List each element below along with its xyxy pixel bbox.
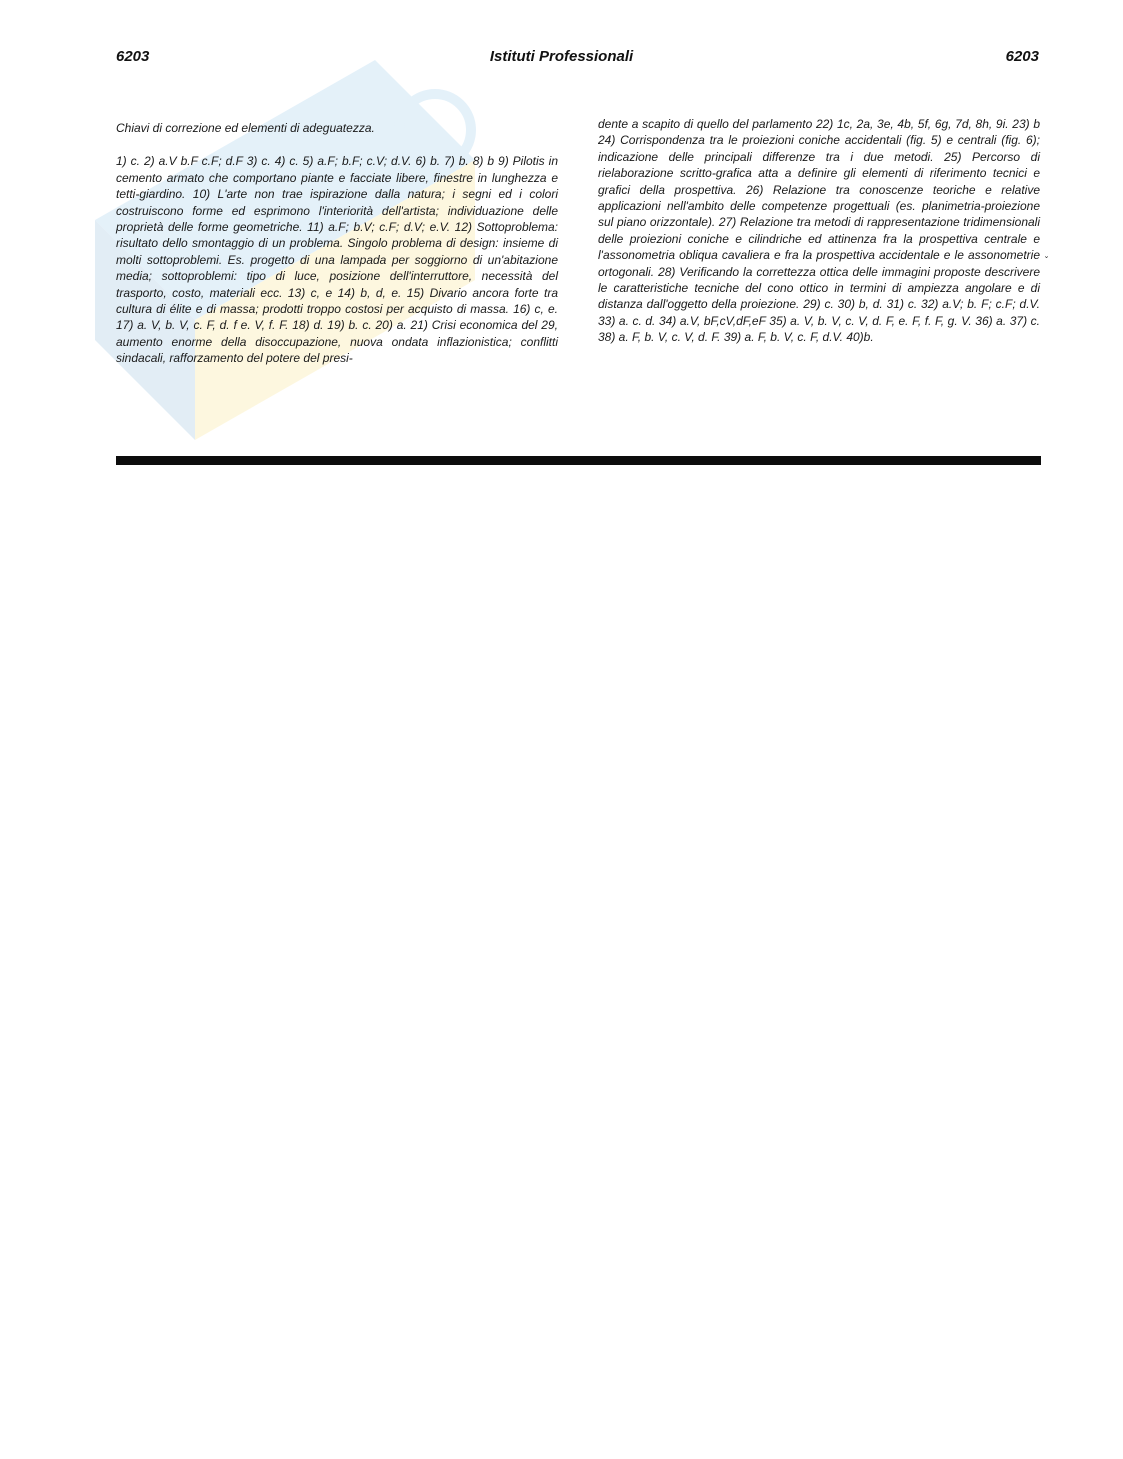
margin-mark: ˇ	[1044, 256, 1049, 267]
horizontal-rule	[116, 456, 1041, 465]
page-number-right: 6203	[1005, 48, 1039, 65]
answer-key-text-right: dente a scapito di quello del parlamento 22) 1c, 2a, 3e, 4b, 5f, 6g, 7d, 8h, 9i. 23) b 24) Corrispondenza tra le proiezioni coniche accidentali (fig. 5) e centrali (fig. 6); indicazione delle principali differenze tra i due metodi. 25) Percorso di rielaborazione scritto-grafica atta a definire gli elementi di riferimento tecnici e grafici della prospettiva. 26) Relazione tra conoscenze teoriche e relative applicazioni nell'ambito delle competenze progettuali (es. planimetria-proiezione sul piano orizzontale). 27) Relazione tra metodi di rappresentazione tridimensionali delle proiezioni coniche e cilindriche ed attinenza fra la prospettiva centrale e l'assonometria obliqua cavaliera e fra la prospettiva accidentale e le assonometrie ortogonali. 28) Verificando la correttezza ottica delle immagini proposte descrivere le caratteristiche tecniche del cono ottico in termini di ampiezza angolare e di distanza dall'oggetto della proiezione. 29) c. 30) b, d. 31) c. 32) a.V; b. F; c.F; d.V. 33) a. c. d. 34) a.V, bF,cV,dF,eF 35) a. V, b. V, c. V, d. F, e. F, f. F, g. V. 36) a. 37) c. 38) a. F, b. V, c. V, d. F. 39) a. F, b. V, c. F, d.V. 40)b.	[598, 117, 1040, 345]
running-title: Istituti Professionali	[489, 48, 634, 65]
answer-key-text-left: 1) c. 2) a.V b.F c.F; d.F 3) c. 4) c. 5) a.F; b.F; c.V; d.V. 6) b. 7) b. 8) b 9) Pilotis in cemento armato che comportano piante e facciate libere, finestre in lunghezza e tetti-giardino. 10) L'arte non trae ispirazione dalla natura; i segni ed i colori costruiscono forme ed esprimono l'interiorità dell'artista; individuazione delle proprietà delle forme geometriche. 11) a.F; b.V; c.F; d.V; e.V. 12) Sottoproblema: risultato dello smontaggio di un problema. Singolo problema di design: insieme di molti sottoproblemi. Es. progetto di una lampada per soggiorno di un'abitazione media; sottoproblemi: tipo di luce, posizione dell'interruttore, necessità del trasporto, costo, materiali ecc. 13) c, e 14) b, d, e. 15) Divario ancora forte tra cultura di élite e di massa; prodotti troppo costosi per acquisto di massa. 16) c, e. 17) a. V, b. V, c. F, d. f e. V, f. F. 18) d. 19) b. c. 20) a. 21) Crisi economica del 29, aumento enorme della disoccupazione, nuova ondata inflazionistica; conflitti sindacali, rafforzamento del potere del presi-	[116, 154, 558, 366]
section-caption: Chiavi di correzione ed elementi di adeguatezza.	[116, 121, 375, 135]
right-column	[598, 116, 1040, 346]
left-column	[116, 116, 558, 367]
page-number-left: 6203	[116, 48, 150, 65]
